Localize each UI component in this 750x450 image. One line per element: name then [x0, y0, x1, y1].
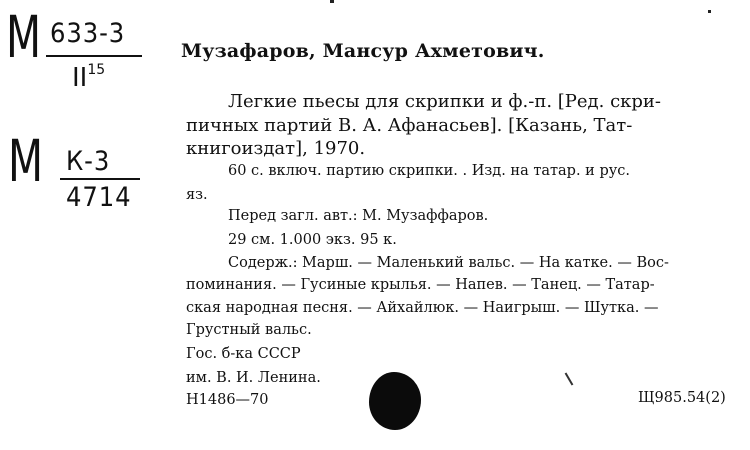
handwritten-shelf-sub-1: [72, 63, 105, 93]
size-edition-price: 29 см. 1.000 экз. 95 к.: [228, 232, 397, 248]
handwritten-shelf-code-1: 633-3: [50, 18, 126, 49]
handwritten-underline-1: [46, 55, 142, 57]
library-line-1: Гос. б-ка СССР: [186, 346, 301, 362]
classification-number: Щ985.54(2): [638, 390, 726, 406]
handwritten-sub-roman: II: [72, 63, 88, 93]
contents-line-3: ская народная песня. — Айхайлюк. — Наигрыш. — Шутка. —: [186, 300, 659, 316]
library-line-2: им. В. И. Ленина.: [186, 370, 321, 386]
ink-blot: [369, 372, 421, 430]
pen-tick-mark: [565, 372, 574, 385]
handwritten-shelf-code-2: К-3: [66, 146, 111, 177]
handwritten-sup-number: 15: [87, 62, 106, 78]
handwritten-m-letter-1: М: [6, 3, 42, 71]
card-number: Н1486—70: [186, 392, 269, 408]
author-note: Перед загл. авт.: М. Музаффаров.: [228, 208, 489, 224]
top-right-speck: [708, 10, 711, 13]
contents-line-4: Грустный вальс.: [186, 322, 312, 338]
pages-line: 60 с. включ. партию скрипки. . Изд. на татар. и рус.: [228, 163, 630, 179]
top-edge-speck: [330, 0, 334, 3]
handwritten-m-letter-2: М: [8, 127, 44, 195]
title-line-3: книгоиздат], 1970.: [186, 138, 366, 159]
title-line-1: Легкие пьесы для скрипки и ф.-п. [Ред. скри-: [228, 91, 662, 112]
contents-line-2: поминания. — Гусиные крылья. — Напев. — Танец. — Татар-: [186, 277, 655, 293]
author-heading: Музафаров, Мансур Ахметович.: [181, 40, 545, 62]
title-line-2: пичных партий В. А. Афанасьев]. [Казань, Тат-: [186, 115, 633, 136]
handwritten-underline-2: [60, 178, 140, 180]
contents-line-1: Содерж.: Марш. — Маленький вальс. — На катке. — Вос-: [228, 255, 669, 271]
handwritten-shelf-sub-2: 4714: [66, 182, 132, 213]
language-continuation: яз.: [186, 187, 208, 203]
